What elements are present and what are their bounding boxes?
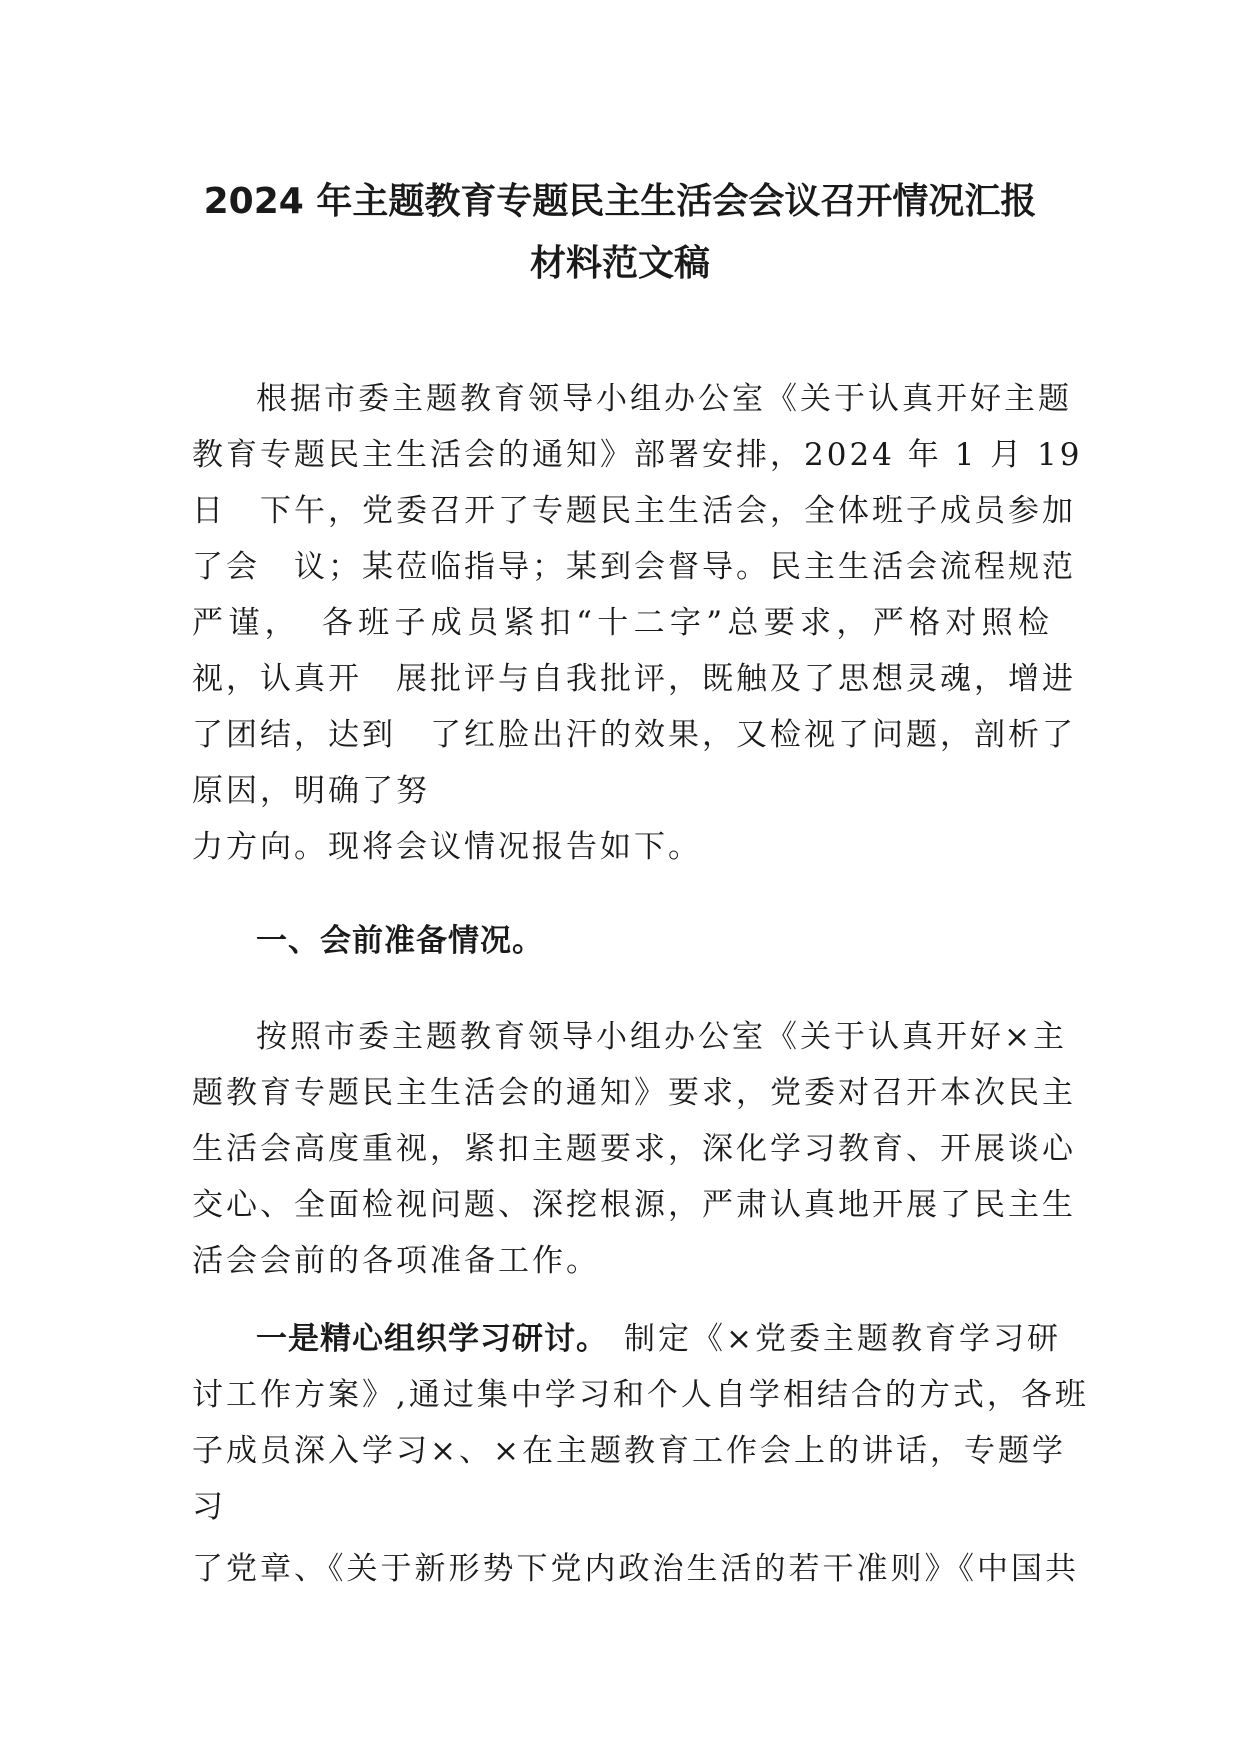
section-heading: 一、会前准备情况。 — [256, 923, 544, 959]
point-first-line — [256, 1321, 1061, 1357]
document-title-line-2: 材料范文稿 — [529, 243, 710, 284]
intro-line: 根据市委主题教育领导小组办公室《关于认真开好主题 — [256, 381, 1072, 417]
section-paragraph-line: 生活会高度重视，紧扣主题要求，深化学习教育、开展谈心 — [192, 1131, 1076, 1167]
section-paragraph-line: 活会会前的各项准备工作。 — [192, 1243, 600, 1279]
point-line: 讨工作方案》,通过集中学习和个人自学相结合的方式，各班 — [192, 1377, 1089, 1413]
point-line: 了党章、《关于新形势下党内政治生活的若干准则》《中国共 — [192, 1551, 1079, 1587]
point-lead: 一是精心组织学习研讨。 — [256, 1321, 608, 1357]
document-title-line-1: 2024 年主题教育专题民主生活会会议召开情况汇报 — [203, 181, 1037, 222]
section-paragraph-line: 题教育专题民主生活会的通知》要求，党委对召开本次民主 — [192, 1075, 1076, 1111]
intro-line: 了会 议；某莅临指导；某到会督导。民主生活会流程规范 — [192, 549, 1076, 585]
intro-line: 严谨， 各班子成员紧扣“十二字”总要求，严格对照检 — [192, 605, 1052, 641]
point-text: 制定《×党委主题教育学习研 — [624, 1321, 1061, 1357]
intro-line: 力方向。现将会议情况报告如下。 — [192, 829, 702, 865]
intro-line: 原因，明确了努 — [192, 773, 430, 809]
intro-line: 了团结，达到 了红脸出汗的效果，又检视了问题，剖析了 — [192, 717, 1076, 753]
section-paragraph-line: 交心、全面检视问题、深挖根源，严肃认真地开展了民主生 — [192, 1187, 1076, 1223]
intro-line: 教育专题民主生活会的通知》部署安排，2024 年 1 月 19 — [192, 437, 1083, 473]
section-paragraph-line: 按照市委主题教育领导小组办公室《关于认真开好×主 — [256, 1019, 1067, 1055]
point-line: 习 — [192, 1489, 226, 1525]
intro-line: 日 下午，党委召开了专题民主生活会，全体班子成员参加 — [192, 493, 1076, 529]
point-line: 子成员深入学习×、×在主题教育工作会上的讲话，专题学 — [192, 1433, 1066, 1469]
intro-line: 视，认真开 展批评与自我批评，既触及了思想灵魂，增进 — [192, 661, 1076, 697]
